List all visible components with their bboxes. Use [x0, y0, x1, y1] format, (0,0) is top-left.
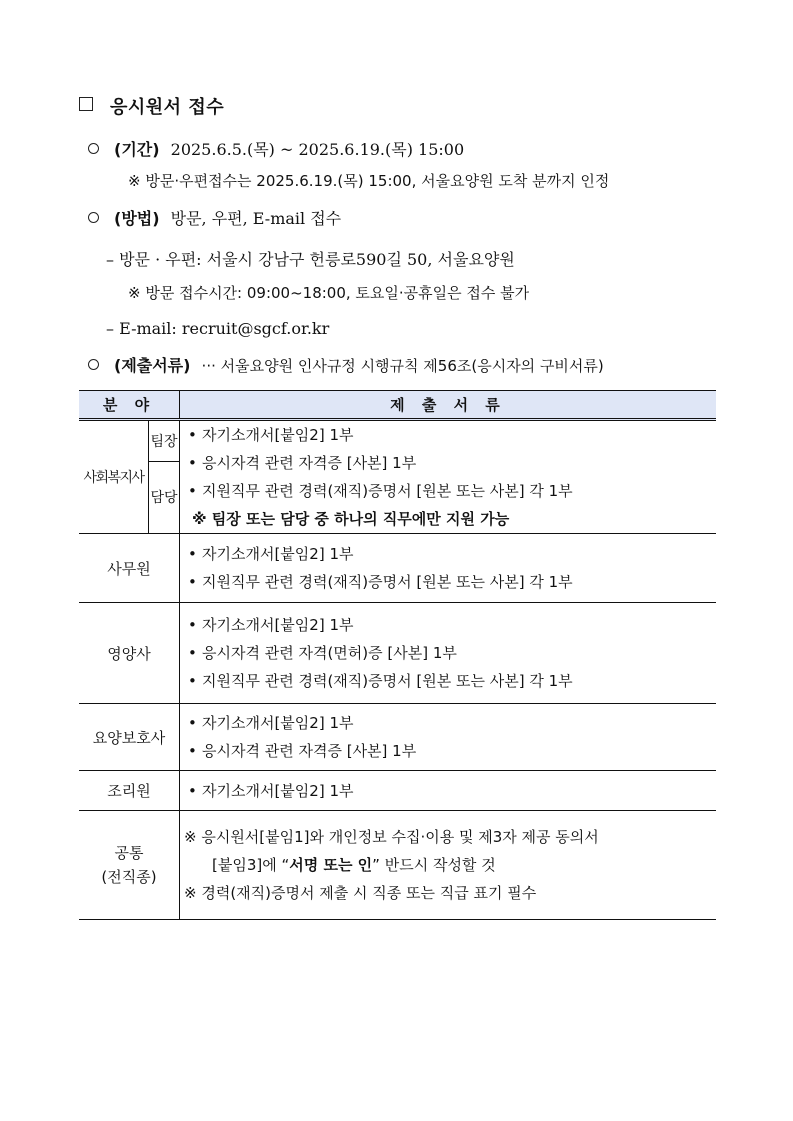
list-item: • 자기소개서[붙임2] 1부	[188, 616, 354, 634]
period-line	[114, 137, 464, 160]
list-item: • 자기소개서[붙임2] 1부	[188, 426, 354, 444]
documents-label: (제출서류)	[114, 356, 191, 375]
social-worker-items	[180, 420, 717, 534]
circle-bullet-icon	[88, 212, 99, 223]
table-row	[79, 420, 716, 462]
method-line	[114, 206, 341, 229]
common-notes	[180, 811, 717, 920]
section-checkbox-icon	[79, 97, 93, 111]
category-office: 사무원	[79, 534, 180, 603]
documents-value: ··· 서울요양원 인사규정 시행규칙 제56조(응시자의 구비서류)	[201, 357, 604, 375]
common-note-1b: [붙임3]에 “서명 또는 인” 반드시 작성할 것	[212, 856, 496, 874]
list-item: • 자기소개서[붙임2] 1부	[188, 714, 354, 732]
list-item: • 응시자격 관련 자격(면허)증 [사본] 1부	[188, 644, 457, 662]
list-item: • 지원직무 관련 경력(재직)증명서 [원본 또는 사본] 각 1부	[188, 573, 573, 591]
period-value: 2025.6.5.(목) ~ 2025.6.19.(목) 15:00	[170, 140, 465, 159]
list-item: • 자기소개서[붙임2] 1부	[188, 781, 354, 800]
method-value: 방문, 우편, E-mail 접수	[170, 209, 342, 228]
table-row	[79, 771, 716, 811]
common-note-1a: ※ 응시원서[붙임1]와 개인정보 수집·이용 및 제3자 제공 동의서	[184, 828, 599, 846]
category-common-sub: (전직종)	[101, 868, 157, 886]
category-common-label: 공통	[114, 844, 144, 862]
documents-line	[114, 353, 604, 376]
documents-table	[79, 390, 716, 920]
method-label: (방법)	[114, 209, 160, 228]
common-note-2: ※ 경력(재직)증명서 제출 시 직종 또는 직급 표기 필수	[184, 884, 537, 902]
category-cook: 조리원	[79, 771, 180, 811]
section-title: 응시원서 접수	[110, 97, 225, 118]
category-social-worker: 사회복지사	[79, 420, 149, 534]
category-caregiver: 요양보호사	[79, 704, 180, 771]
list-item: • 응시자격 관련 자격증 [사본] 1부	[188, 742, 417, 760]
method-visit-note: ※ 방문 접수시간: 09:00~18:00, 토요일·공휴일은 접수 불가	[128, 284, 530, 302]
table-header-row	[79, 391, 716, 420]
social-worker-note: ※ 팀장 또는 담당 중 하나의 직무에만 지원 가능	[192, 510, 510, 528]
table-row	[79, 603, 716, 704]
list-item: • 자기소개서[붙임2] 1부	[188, 545, 354, 563]
table-row	[79, 811, 716, 920]
sub-category-team-leader: 팀장	[149, 420, 180, 462]
circle-bullet-icon	[88, 143, 99, 154]
category-nutritionist: 영양사	[79, 603, 180, 704]
caregiver-items	[180, 704, 717, 771]
list-item: • 지원직무 관련 경력(재직)증명서 [원본 또는 사본] 각 1부	[188, 482, 573, 500]
table-row	[79, 534, 716, 603]
nutritionist-items	[180, 603, 717, 704]
header-category: 분 야	[79, 391, 180, 420]
table-row	[79, 704, 716, 771]
circle-bullet-icon	[88, 359, 99, 370]
header-documents: 제 출 서 류	[180, 391, 717, 420]
period-label: (기간)	[114, 140, 160, 159]
category-common	[79, 811, 180, 920]
method-visit: – 방문 · 우편: 서울시 강남구 헌릉로590길 50, 서울요양원	[106, 250, 515, 269]
office-items	[180, 534, 717, 603]
cook-items	[180, 771, 717, 811]
signature-emphasis: 서명 또는 인	[289, 856, 373, 874]
list-item: • 응시자격 관련 자격증 [사본] 1부	[188, 454, 417, 472]
period-note: ※ 방문·우편접수는 2025.6.19.(목) 15:00, 서울요양원 도착 분까지 인정	[128, 172, 610, 190]
method-email: – E-mail: recruit@sgcf.or.kr	[106, 319, 330, 338]
sub-category-staff: 담당	[149, 461, 180, 533]
list-item: • 지원직무 관련 경력(재직)증명서 [원본 또는 사본] 각 1부	[188, 672, 573, 690]
